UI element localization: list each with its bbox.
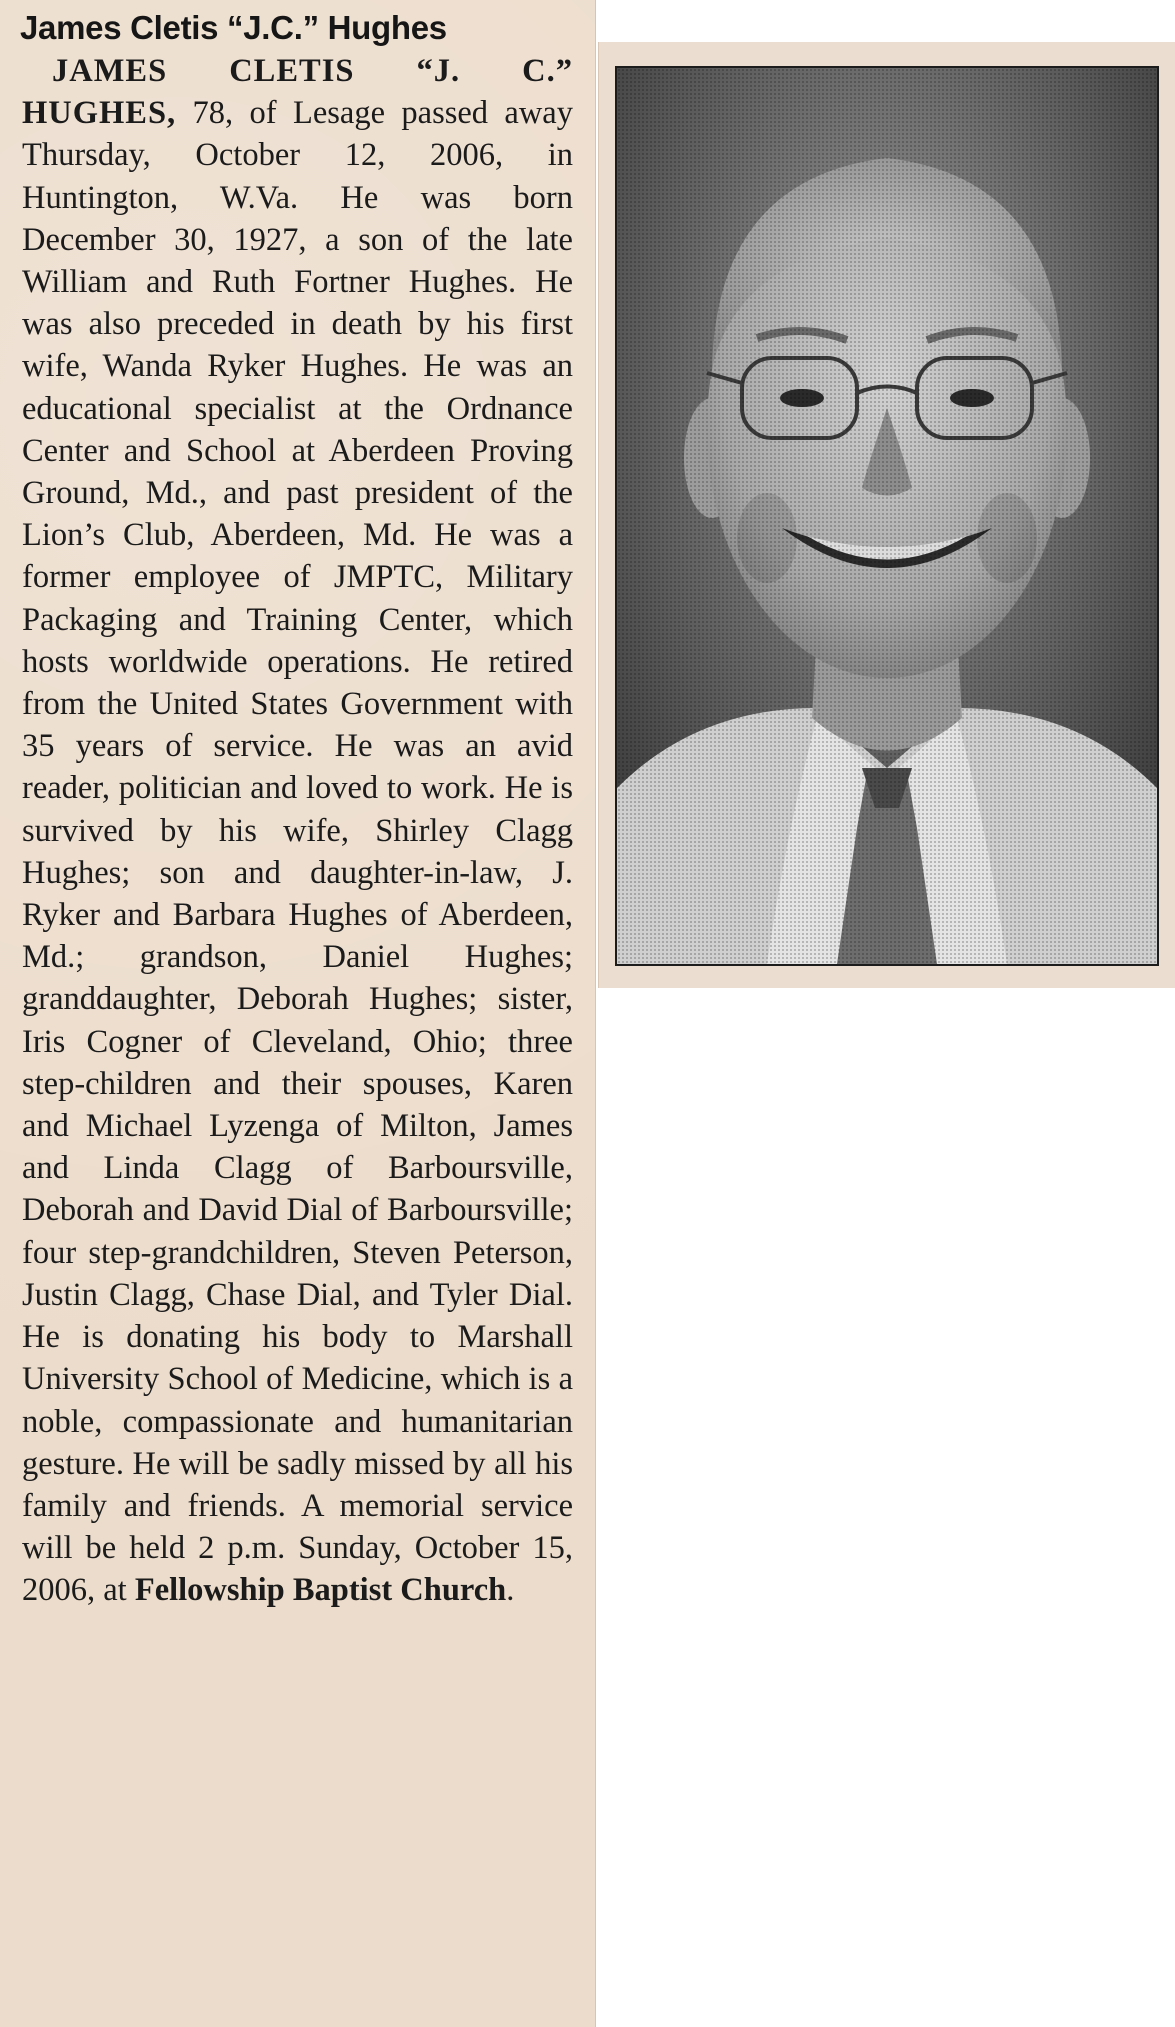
church-name: Fellowship Baptist Church (134, 1572, 507, 1609)
obituary-lead-name: JAMES CLETIS “J. C.” HUGHES, (22, 53, 573, 132)
obituary-body: 78, of Lesage passed away Thursday, October 12, 2006, in Huntington, W.Va. He was born December 30, 1927, a son of the late William and Ruth Fortner Hughes. He was also preceded in death by his first wife, Wanda Ryker Hughes. He was an educational specialist at the Ordnance Center and School at Aberdeen Proving Ground, Md., and past president of the Lion’s Club, Aberdeen, Md. He was a former employee of JMPTC, Military Packaging and Training Center, which hosts worldwide operations. He retired from the United States Government with 35 years of service. He was an avid reader, politician and loved to work. He is survived by his wife, Shirley Clagg Hughes; son and daughter-in-law, J. Ryker and Barbara Hughes of Aberdeen, Md.; grandson, Daniel Hughes; granddaughter, Deborah Hughes; sister, Iris Cogner of Cleveland, Ohio; three step-children and their spouses, Karen and Michael Lyzenga of Milton, James and Linda Clagg of Barboursville, Deborah and David Dial of Barboursville; four step-grandchildren, Steven Peterson, Justin Clagg, Chase Dial, and Tyler Dial. He is donating his body to Marshall University School of Medicine, which is a noble, compassionate and humanitarian gesture. He will be sadly missed by all his family and friends. A memorial service will be held 2 p.m. Sunday, October 15, 2006, at (22, 95, 573, 1609)
portrait-photo (615, 66, 1159, 966)
obituary-heading: James Cletis “J.C.” Hughes (20, 9, 447, 46)
obituary-text (18, 50, 577, 1612)
obituary-closing: . (506, 1572, 515, 1609)
halftone-overlay (617, 68, 1157, 964)
photo-clipping (598, 42, 1175, 988)
portrait-illustration (617, 68, 1157, 964)
